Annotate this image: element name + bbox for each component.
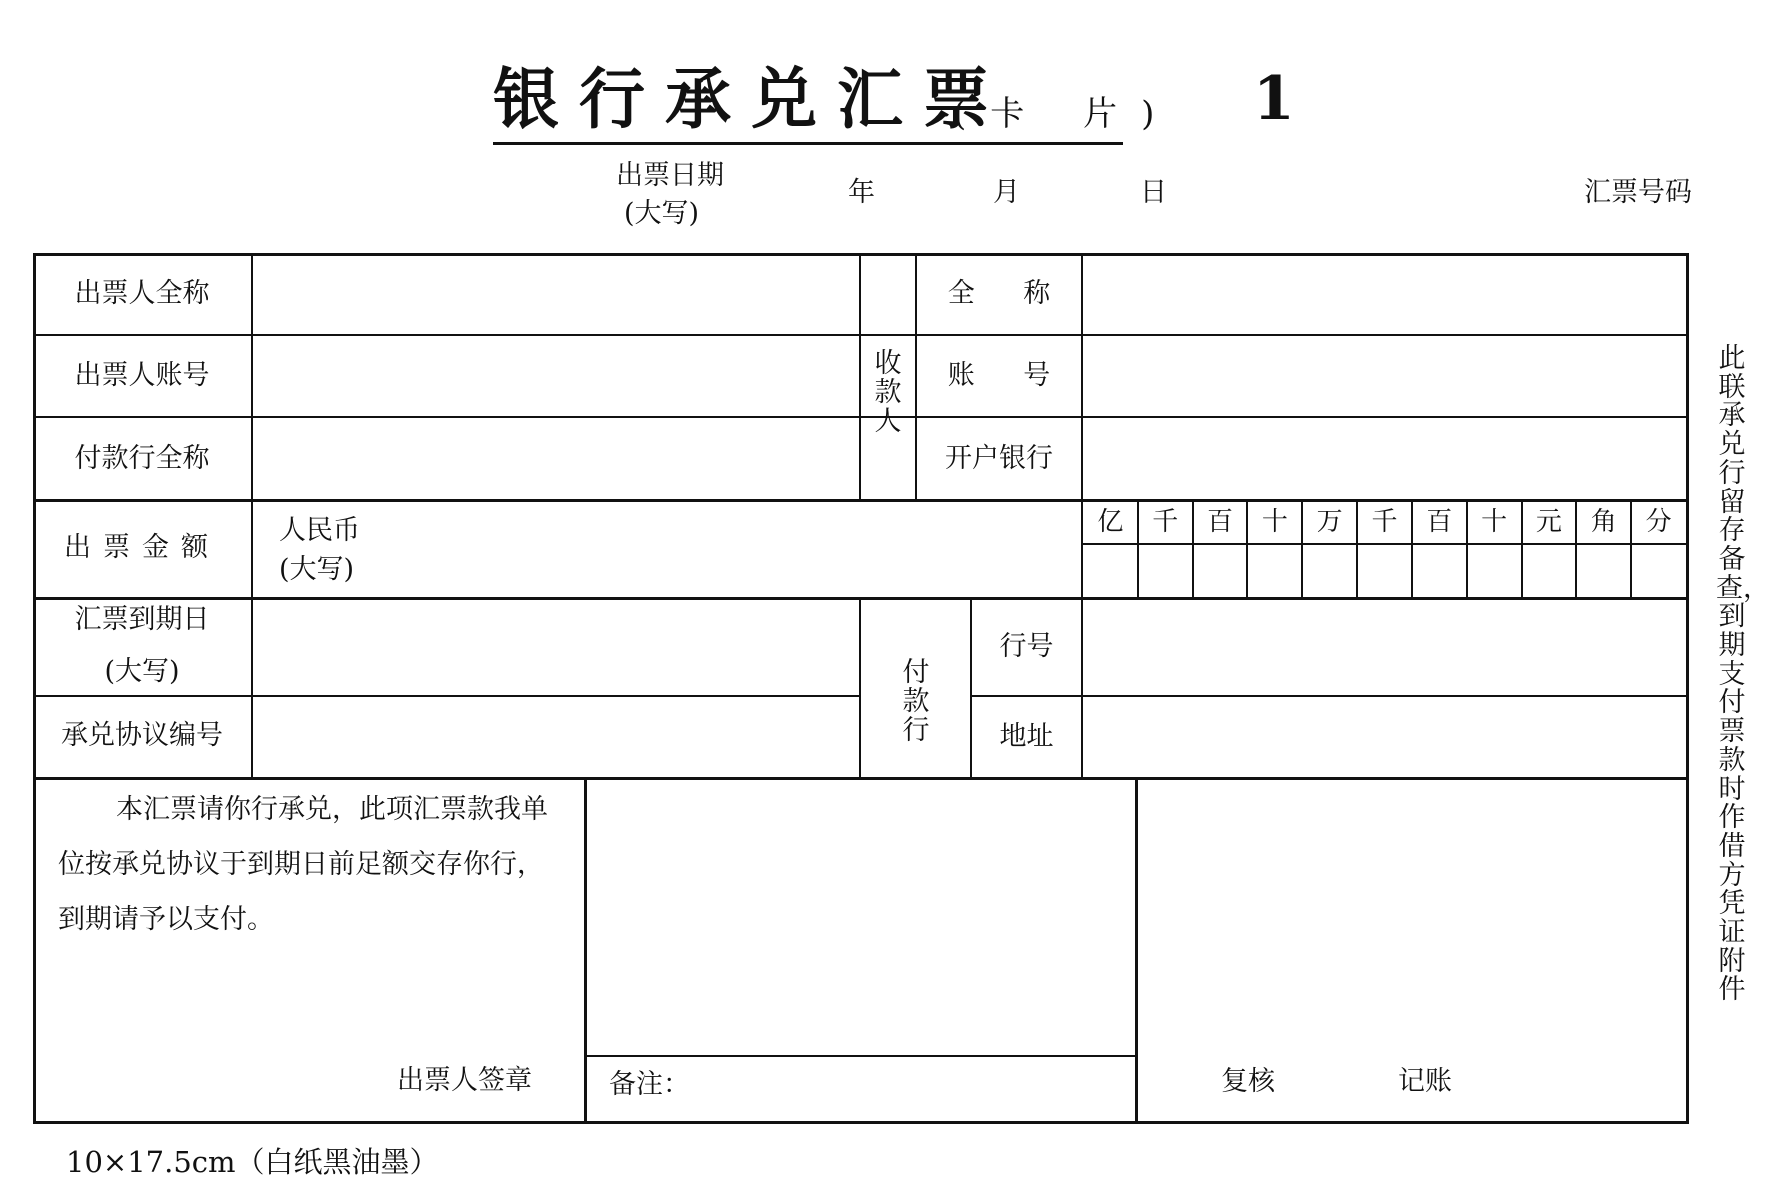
bookkeeping-label: 记账 bbox=[1398, 1066, 1452, 1097]
digit-column-divider bbox=[1192, 502, 1194, 597]
document-title-block bbox=[493, 58, 1179, 142]
amount-label: 出票金额 bbox=[64, 532, 220, 563]
issue-date-caps-label: (大写) bbox=[624, 198, 700, 229]
digit-column-divider bbox=[1521, 502, 1523, 597]
review-label: 复核 bbox=[1221, 1066, 1275, 1097]
digit-header-divider bbox=[1081, 543, 1689, 545]
title-underline bbox=[493, 142, 1123, 145]
payee-name-label: 全 称 bbox=[947, 278, 1051, 309]
day-label: 日 bbox=[1140, 177, 1167, 208]
digit-column-divider bbox=[1301, 502, 1303, 597]
document-title: 银行承兑汇票 bbox=[493, 61, 1009, 138]
year-label: 年 bbox=[848, 177, 875, 208]
digit-column-divider bbox=[1466, 502, 1468, 597]
digit-header: 百 bbox=[1207, 507, 1234, 537]
month-label: 月 bbox=[993, 177, 1020, 208]
digit-header: 十 bbox=[1481, 507, 1508, 537]
digit-header: 千 bbox=[1152, 507, 1179, 537]
payee-account-label: 账 号 bbox=[947, 360, 1051, 391]
digit-header: 分 bbox=[1645, 507, 1672, 537]
due-date-caps-label: (大写) bbox=[104, 656, 180, 687]
due-date-label: 汇票到期日 bbox=[74, 604, 210, 635]
drawer-seal-label: 出票人签章 bbox=[397, 1065, 532, 1096]
draft-form bbox=[33, 253, 1689, 1124]
col-divider bbox=[859, 597, 861, 779]
acceptance-request-text bbox=[58, 782, 563, 947]
payer-bank-label: 付款行全称 bbox=[74, 443, 210, 474]
digit-column-divider bbox=[1246, 502, 1248, 597]
document-subtitle: (卡 片) bbox=[953, 94, 1179, 134]
draft-number-label: 汇票号码 bbox=[1584, 177, 1692, 208]
agreement-number-label: 承兑协议编号 bbox=[61, 720, 223, 751]
remarks-divider bbox=[586, 1055, 1137, 1057]
col-divider bbox=[1135, 777, 1138, 1124]
col-divider bbox=[251, 253, 253, 779]
issue-date-label: 出票日期 bbox=[616, 160, 724, 191]
currency-label: 人民币 bbox=[279, 515, 360, 546]
digit-column-divider bbox=[1411, 502, 1413, 597]
digit-header: 千 bbox=[1371, 507, 1398, 537]
digit-header: 角 bbox=[1590, 507, 1617, 537]
digit-header: 元 bbox=[1535, 507, 1562, 537]
digit-column-divider bbox=[1630, 502, 1632, 597]
drawer-account-label: 出票人账号 bbox=[74, 360, 210, 391]
row-divider bbox=[33, 416, 1689, 418]
border-top bbox=[33, 253, 1689, 256]
remarks-label: 备注： bbox=[609, 1069, 690, 1100]
digit-header: 百 bbox=[1426, 507, 1453, 537]
digit-header: 十 bbox=[1261, 507, 1288, 537]
border-right bbox=[1686, 253, 1689, 1124]
drawer-name-label: 出票人全称 bbox=[74, 278, 210, 309]
digit-column-divider bbox=[1356, 502, 1358, 597]
col-divider bbox=[859, 253, 861, 501]
paper-spec: 10×17.5cm（白纸黑油墨） bbox=[66, 1145, 439, 1179]
digit-header: 亿 bbox=[1097, 507, 1124, 537]
digit-column-divider bbox=[1137, 502, 1139, 597]
digit-column-divider bbox=[1575, 502, 1577, 597]
digit-header: 万 bbox=[1316, 507, 1343, 537]
bank-number-label: 行号 bbox=[999, 631, 1054, 662]
col-divider bbox=[584, 777, 587, 1124]
side-note: 此联承兑行留存备查，到期支付票款时作借方凭证附件 bbox=[1716, 343, 1770, 1006]
amount-caps-label: (大写) bbox=[279, 554, 355, 585]
row-divider bbox=[33, 695, 861, 697]
payee-group-label: 收款人 bbox=[874, 348, 902, 437]
address-label: 地址 bbox=[999, 721, 1054, 752]
row-divider bbox=[33, 597, 1689, 600]
row-divider bbox=[33, 334, 1689, 336]
border-bottom bbox=[33, 1121, 1689, 1124]
copy-number: 1 bbox=[1253, 64, 1295, 134]
row-divider bbox=[33, 777, 1689, 780]
acceptance-request-body: 本汇票请你行承兑，此项汇票款我单位按承兑协议于到期日前足额交存你行，到期请予以支付。 bbox=[58, 794, 548, 935]
payee-bank-label: 开户银行 bbox=[945, 443, 1053, 474]
payer-bank-group-label: 付款行 bbox=[902, 657, 930, 746]
row-divider bbox=[972, 695, 1689, 697]
